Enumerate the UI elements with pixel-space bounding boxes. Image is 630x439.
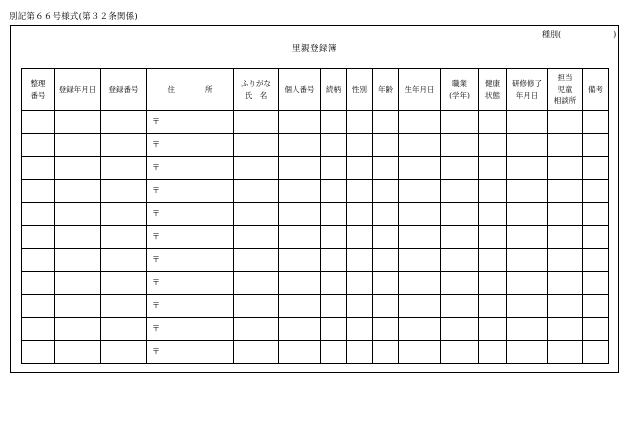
cell-kojin[interactable] [279, 180, 321, 203]
table-row [22, 134, 609, 157]
column-header-toroku_date [55, 69, 101, 111]
column-header-line: ふりがな [241, 78, 271, 88]
cell-biko[interactable] [583, 111, 609, 134]
column-header-line: 続柄 [326, 84, 341, 94]
cell-tanto[interactable] [548, 272, 583, 295]
cell-shokugyo[interactable] [441, 341, 479, 364]
cell-toroku_no[interactable] [101, 318, 147, 341]
type-label [542, 29, 616, 40]
cell-seibetsu[interactable] [347, 203, 373, 226]
cell-shokugyo[interactable] [441, 203, 479, 226]
table-row [22, 157, 609, 180]
cell-kenko[interactable] [479, 226, 507, 249]
cell-kojin[interactable] [279, 203, 321, 226]
column-header-line: 健康 [485, 78, 500, 88]
cell-shokugyo[interactable] [441, 226, 479, 249]
cell-biko[interactable] [583, 180, 609, 203]
cell-biko[interactable] [583, 157, 609, 180]
cell-kojin[interactable] [279, 272, 321, 295]
postal-mark-icon: 〒 [152, 231, 160, 241]
cell-seibetsu[interactable] [347, 157, 373, 180]
column-header-line: 研修修了 [512, 78, 542, 88]
cell-nenrei[interactable] [373, 318, 399, 341]
cell-kenshu[interactable] [507, 226, 548, 249]
cell-kojin[interactable] [279, 295, 321, 318]
postal-mark-icon: 〒 [152, 323, 160, 333]
cell-kojin[interactable] [279, 226, 321, 249]
cell-jusho[interactable] [147, 180, 234, 203]
cell-toroku_date[interactable] [55, 134, 101, 157]
table-row [22, 295, 609, 318]
cell-seinen[interactable] [399, 157, 441, 180]
cell-seiri[interactable] [22, 134, 55, 157]
cell-kojin[interactable] [279, 249, 321, 272]
cell-seiri[interactable] [22, 272, 55, 295]
column-header-kojin [279, 69, 321, 111]
cell-shokugyo[interactable] [441, 180, 479, 203]
cell-nenrei[interactable] [373, 157, 399, 180]
cell-tanto[interactable] [548, 341, 583, 364]
cell-kenshu[interactable] [507, 203, 548, 226]
cell-jusho[interactable] [147, 318, 234, 341]
cell-toroku_no[interactable] [101, 203, 147, 226]
cell-kenko[interactable] [479, 318, 507, 341]
cell-tanto[interactable] [548, 111, 583, 134]
cell-jusho[interactable] [147, 295, 234, 318]
cell-seinen[interactable] [399, 249, 441, 272]
cell-jusho[interactable] [147, 203, 234, 226]
cell-shokugyo[interactable] [441, 295, 479, 318]
cell-tanto[interactable] [548, 249, 583, 272]
cell-toroku_no[interactable] [101, 272, 147, 295]
cell-zokugara[interactable] [321, 341, 347, 364]
cell-seiri[interactable] [22, 226, 55, 249]
column-header-line: (学年) [449, 90, 470, 100]
cell-toroku_no[interactable] [101, 180, 147, 203]
cell-kojin[interactable] [279, 318, 321, 341]
cell-zokugara[interactable] [321, 249, 347, 272]
cell-nenrei[interactable] [373, 272, 399, 295]
cell-tanto[interactable] [548, 318, 583, 341]
column-header-line: 相談所 [553, 96, 577, 106]
cell-seibetsu[interactable] [347, 111, 373, 134]
column-header-line: 登録番号 [108, 84, 139, 94]
column-header-line: 登録年月日 [58, 84, 97, 94]
table-row [22, 318, 609, 341]
cell-seinen[interactable] [399, 318, 441, 341]
cell-nenrei[interactable] [373, 295, 399, 318]
cell-seinen[interactable] [399, 111, 441, 134]
cell-kenshu[interactable] [507, 341, 548, 364]
cell-biko[interactable] [583, 226, 609, 249]
cell-tanto[interactable] [548, 180, 583, 203]
column-header-line: 状態 [485, 90, 500, 100]
cell-tanto[interactable] [548, 203, 583, 226]
column-header-kenshu [507, 69, 548, 111]
table-row [22, 203, 609, 226]
cell-seiri[interactable] [22, 180, 55, 203]
column-header-line: 整理 [30, 78, 46, 88]
cell-furigana[interactable] [234, 157, 279, 180]
column-header-line: 年齢 [378, 84, 393, 94]
cell-seibetsu[interactable] [347, 341, 373, 364]
cell-seibetsu[interactable] [347, 134, 373, 157]
type-label-prefix: 種別( [542, 30, 562, 39]
cell-biko[interactable] [583, 272, 609, 295]
cell-furigana[interactable] [234, 341, 279, 364]
cell-seinen[interactable] [399, 226, 441, 249]
cell-kenshu[interactable] [507, 295, 548, 318]
cell-nenrei[interactable] [373, 226, 399, 249]
cell-kojin[interactable] [279, 157, 321, 180]
cell-furigana[interactable] [234, 180, 279, 203]
cell-shokugyo[interactable] [441, 249, 479, 272]
postal-mark-icon: 〒 [152, 208, 160, 218]
cell-kenshu[interactable] [507, 318, 548, 341]
cell-biko[interactable] [583, 249, 609, 272]
cell-tanto[interactable] [548, 134, 583, 157]
cell-tanto[interactable] [548, 226, 583, 249]
cell-seibetsu[interactable] [347, 295, 373, 318]
cell-seiri[interactable] [22, 203, 55, 226]
column-header-line: 番号 [30, 90, 46, 100]
cell-seibetsu[interactable] [347, 272, 373, 295]
cell-seinen[interactable] [399, 295, 441, 318]
cell-jusho[interactable] [147, 341, 234, 364]
column-header-toroku_no [101, 69, 147, 111]
cell-nenrei[interactable] [373, 180, 399, 203]
cell-jusho[interactable] [147, 226, 234, 249]
column-header-furigana [234, 69, 279, 111]
cell-furigana[interactable] [234, 272, 279, 295]
cell-zokugara[interactable] [321, 272, 347, 295]
cell-biko[interactable] [583, 203, 609, 226]
cell-seibetsu[interactable] [347, 180, 373, 203]
cell-biko[interactable] [583, 134, 609, 157]
column-header-zokugara [321, 69, 347, 111]
cell-biko[interactable] [583, 295, 609, 318]
cell-kenshu[interactable] [507, 111, 548, 134]
cell-kenshu[interactable] [507, 249, 548, 272]
column-header-nenrei [373, 69, 399, 111]
table-row [22, 249, 609, 272]
cell-furigana[interactable] [234, 203, 279, 226]
cell-zokugara[interactable] [321, 318, 347, 341]
cell-kenshu[interactable] [507, 272, 548, 295]
cell-seibetsu[interactable] [347, 249, 373, 272]
cell-nenrei[interactable] [373, 134, 399, 157]
cell-nenrei[interactable] [373, 341, 399, 364]
postal-mark-icon: 〒 [152, 139, 160, 149]
form-number-caption: 別記第６６号様式(第３２条関係) [9, 12, 138, 22]
cell-kenko[interactable] [479, 341, 507, 364]
cell-jusho[interactable] [147, 249, 234, 272]
cell-seiri[interactable] [22, 318, 55, 341]
column-header-seiri [22, 69, 55, 111]
cell-biko[interactable] [583, 318, 609, 341]
column-header-line: 職業 [452, 78, 467, 88]
cell-toroku_date[interactable] [55, 249, 101, 272]
cell-nenrei[interactable] [373, 203, 399, 226]
cell-nenrei[interactable] [373, 249, 399, 272]
cell-zokugara[interactable] [321, 111, 347, 134]
cell-toroku_no[interactable] [101, 157, 147, 180]
cell-kenko[interactable] [479, 134, 507, 157]
cell-furigana[interactable] [234, 295, 279, 318]
postal-mark-icon: 〒 [152, 300, 160, 310]
cell-toroku_no[interactable] [101, 341, 147, 364]
cell-zokugara[interactable] [321, 203, 347, 226]
cell-shokugyo[interactable] [441, 134, 479, 157]
table-body [22, 111, 609, 364]
cell-kojin[interactable] [279, 341, 321, 364]
register-table [21, 68, 609, 364]
cell-toroku_no[interactable] [101, 249, 147, 272]
cell-toroku_date[interactable] [55, 341, 101, 364]
cell-seiri[interactable] [22, 341, 55, 364]
cell-kenko[interactable] [479, 295, 507, 318]
column-header-seibetsu [347, 69, 373, 111]
column-header-line: 児童 [557, 84, 573, 94]
cell-toroku_date[interactable] [55, 157, 101, 180]
cell-toroku_date[interactable] [55, 111, 101, 134]
cell-toroku_no[interactable] [101, 295, 147, 318]
column-header-line: 住 所 [167, 84, 213, 94]
cell-zokugara[interactable] [321, 226, 347, 249]
cell-seibetsu[interactable] [347, 318, 373, 341]
column-header-biko [583, 69, 609, 111]
cell-biko[interactable] [583, 341, 609, 364]
column-header-seinen [399, 69, 441, 111]
cell-toroku_no[interactable] [101, 226, 147, 249]
cell-kenshu[interactable] [507, 157, 548, 180]
cell-jusho[interactable] [147, 157, 234, 180]
cell-nenrei[interactable] [373, 111, 399, 134]
cell-toroku_date[interactable] [55, 272, 101, 295]
cell-seiri[interactable] [22, 111, 55, 134]
cell-tanto[interactable] [548, 157, 583, 180]
cell-seiri[interactable] [22, 249, 55, 272]
cell-toroku_date[interactable] [55, 318, 101, 341]
table-row [22, 111, 609, 134]
cell-furigana[interactable] [234, 318, 279, 341]
cell-zokugara[interactable] [321, 157, 347, 180]
cell-kenko[interactable] [479, 180, 507, 203]
postal-mark-icon: 〒 [152, 277, 160, 287]
column-header-tanto [548, 69, 583, 111]
header-row [22, 69, 609, 111]
column-header-line: 備考 [588, 84, 603, 94]
postal-mark-icon: 〒 [152, 254, 160, 264]
cell-seiri[interactable] [22, 295, 55, 318]
cell-kenshu[interactable] [507, 134, 548, 157]
cell-tanto[interactable] [548, 295, 583, 318]
cell-jusho[interactable] [147, 134, 234, 157]
column-header-kenko [479, 69, 507, 111]
cell-furigana[interactable] [234, 226, 279, 249]
cell-shokugyo[interactable] [441, 272, 479, 295]
cell-toroku_date[interactable] [55, 203, 101, 226]
table-row [22, 226, 609, 249]
cell-kenko[interactable] [479, 272, 507, 295]
cell-seiri[interactable] [22, 157, 55, 180]
cell-jusho[interactable] [147, 111, 234, 134]
type-label-suffix: ) [613, 30, 617, 39]
register-frame [10, 25, 619, 373]
cell-kenko[interactable] [479, 249, 507, 272]
cell-shokugyo[interactable] [441, 111, 479, 134]
cell-zokugara[interactable] [321, 180, 347, 203]
cell-toroku_date[interactable] [55, 180, 101, 203]
table-row [22, 180, 609, 203]
cell-kenko[interactable] [479, 203, 507, 226]
cell-kenko[interactable] [479, 157, 507, 180]
column-header-line: 担当 [557, 73, 573, 83]
cell-furigana[interactable] [234, 249, 279, 272]
cell-jusho[interactable] [147, 272, 234, 295]
postal-mark-icon: 〒 [152, 162, 160, 172]
cell-shokugyo[interactable] [441, 157, 479, 180]
cell-toroku_no[interactable] [101, 111, 147, 134]
column-header-line: 個人番号 [284, 84, 315, 94]
cell-furigana[interactable] [234, 134, 279, 157]
cell-toroku_date[interactable] [55, 226, 101, 249]
cell-seinen[interactable] [399, 134, 441, 157]
column-header-line: 年月日 [515, 90, 539, 100]
cell-seinen[interactable] [399, 203, 441, 226]
cell-shokugyo[interactable] [441, 318, 479, 341]
postal-mark-icon: 〒 [152, 116, 160, 126]
postal-mark-icon: 〒 [152, 346, 160, 356]
register-title: 里親登録簿 [291, 44, 337, 54]
cell-toroku_no[interactable] [101, 134, 147, 157]
cell-kojin[interactable] [279, 111, 321, 134]
column-header-line: 氏 名 [244, 90, 268, 100]
cell-kenshu[interactable] [507, 180, 548, 203]
cell-kenko[interactable] [479, 111, 507, 134]
cell-furigana[interactable] [234, 111, 279, 134]
cell-seinen[interactable] [399, 341, 441, 364]
column-header-line: 性別 [352, 84, 367, 94]
column-header-line: 生年月日 [404, 84, 435, 94]
table-row [22, 272, 609, 295]
cell-seibetsu[interactable] [347, 226, 373, 249]
column-header-jusho [147, 69, 234, 111]
cell-zokugara[interactable] [321, 134, 347, 157]
postal-mark-icon: 〒 [152, 185, 160, 195]
cell-seinen[interactable] [399, 272, 441, 295]
cell-seinen[interactable] [399, 180, 441, 203]
column-header-shokugyo [441, 69, 479, 111]
table-row [22, 341, 609, 364]
cell-zokugara[interactable] [321, 295, 347, 318]
cell-toroku_date[interactable] [55, 295, 101, 318]
cell-kojin[interactable] [279, 134, 321, 157]
